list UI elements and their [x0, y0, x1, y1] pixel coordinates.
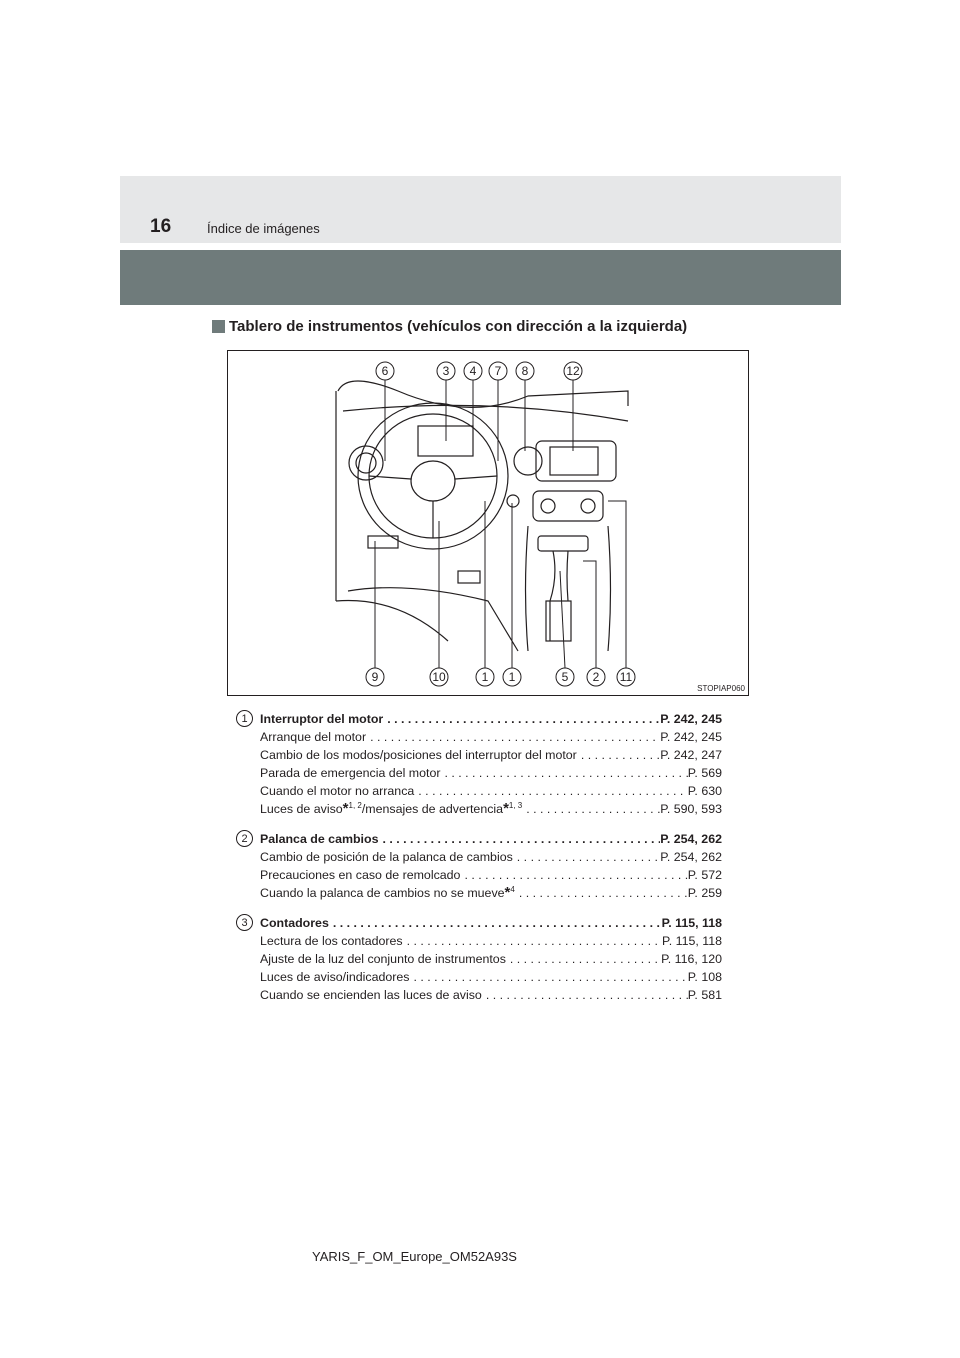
bottom-callouts: [366, 668, 635, 686]
item-text: Lectura de los contadores: [260, 934, 403, 948]
item-ref: P. 590, 593: [660, 802, 722, 816]
bottom-callout-label-2: 1: [481, 670, 489, 684]
entry-item[interactable]: [260, 968, 722, 986]
asterisk-mark: *: [503, 800, 509, 817]
entry-item[interactable]: [260, 848, 722, 866]
entry-item[interactable]: [260, 950, 722, 968]
item-ref: P. 108: [687, 970, 722, 984]
dashboard-drawing: [228, 351, 748, 695]
item-ref: P. 254, 262: [660, 850, 722, 864]
entry-shift-lever: [236, 830, 722, 902]
left-vent: [349, 446, 383, 480]
footnote-ref: 1, 2: [348, 801, 362, 810]
leader-dots: [577, 746, 660, 764]
item-text: [260, 884, 515, 902]
entry-title-line[interactable]: [260, 830, 722, 848]
entry-title: Interruptor del motor: [260, 712, 384, 726]
footer-code: YARIS_F_OM_Europe_OM52A93S: [312, 1249, 517, 1264]
brake-pedal: [458, 571, 480, 583]
top-callouts: [376, 362, 582, 380]
item-text: Cuando se encienden las luces de aviso: [260, 988, 482, 1002]
item-text-a: Cuando la palanca de cambios no se mueve: [260, 886, 505, 900]
header-band: [120, 250, 841, 305]
item-ref: P. 630: [687, 784, 722, 798]
bottom-callout-label-4: 5: [561, 670, 569, 684]
item-text: Arranque del motor: [260, 730, 367, 744]
entry-ref: P. 115, 118: [661, 916, 722, 930]
entry-item[interactable]: [260, 800, 722, 818]
entry-item[interactable]: [260, 986, 722, 1004]
item-text: Precauciones en caso de remolcado: [260, 868, 461, 882]
bottom-callout-label-5: 2: [592, 670, 600, 684]
item-text: [260, 800, 522, 818]
chapter-title: Índice de imágenes: [207, 221, 320, 236]
steering-spokes: [369, 476, 497, 538]
dashboard-illustration: [227, 350, 749, 696]
footnote-ref: 4: [510, 885, 515, 894]
steering-hub: [411, 461, 455, 501]
bottom-callout-label-1: 10: [432, 670, 446, 684]
entry-item[interactable]: [260, 932, 722, 950]
item-text: Cambio de los modos/posiciones del interruptor del motor: [260, 748, 577, 762]
leader-dots: [403, 932, 662, 950]
asterisk-mark: *: [504, 884, 511, 901]
figure-code: STOPIAP060: [697, 684, 745, 693]
item-text: Parada de emergencia del motor: [260, 766, 441, 780]
leader-dots: [414, 782, 687, 800]
center-vent: [514, 447, 542, 475]
top-callout-label-0: 6: [381, 364, 389, 378]
item-text-a: Luces de aviso: [260, 802, 343, 816]
console-buttons: [538, 536, 588, 551]
entry-item[interactable]: [260, 782, 722, 800]
item-ref: P. 581: [687, 988, 722, 1002]
callout-line-5: [560, 571, 565, 668]
engine-switch: [507, 495, 519, 507]
entry-item[interactable]: [260, 866, 722, 884]
entry-title-line[interactable]: [260, 710, 722, 728]
section-heading: [212, 318, 687, 335]
climate-knob-left: [541, 499, 555, 513]
bottom-callout-label-3: 1: [508, 670, 516, 684]
entries-list: [236, 710, 722, 1016]
item-text: Cambio de posición de la palanca de cambios: [260, 850, 513, 864]
entry-item[interactable]: [260, 728, 722, 746]
item-ref: P. 242, 245: [660, 730, 722, 744]
item-text: Luces de aviso/indicadores: [260, 970, 410, 984]
entry-item[interactable]: [260, 884, 722, 902]
dash-top-line: [338, 381, 628, 407]
leader-dots: [522, 800, 660, 818]
item-ref: P. 116, 120: [661, 952, 722, 966]
leader-dots: [482, 986, 688, 1004]
top-callout-label-4: 8: [521, 364, 529, 378]
entry-title: Palanca de cambios: [260, 832, 379, 846]
section-heading-text: Tablero de instrumentos (vehículos con dirección a la izquierda): [229, 318, 688, 335]
item-ref: P. 259: [687, 886, 722, 900]
entry-ref: P. 242, 245: [660, 712, 722, 726]
item-ref: P. 242, 247: [660, 748, 722, 762]
entry-ref: P. 254, 262: [660, 832, 722, 846]
leader-dots: [378, 830, 660, 848]
leader-dots: [515, 884, 688, 902]
entry-item[interactable]: [260, 764, 722, 782]
leader-dots: [366, 728, 660, 746]
item-text: Ajuste de la luz del conjunto de instrumentos: [260, 952, 506, 966]
top-callout-label-1: 3: [442, 364, 450, 378]
leader-dots: [460, 866, 687, 884]
entry-number: 1: [236, 710, 253, 727]
leader-dots: [409, 968, 687, 986]
entry-engine-switch: [236, 710, 722, 818]
top-callout-label-3: 7: [494, 364, 502, 378]
bottom-callout-label-0: 9: [371, 670, 379, 684]
entry-item[interactable]: [260, 746, 722, 764]
climate-knob-right: [581, 499, 595, 513]
floor-line: [348, 588, 518, 651]
item-ref: P. 115, 118: [662, 934, 722, 948]
square-bullet-icon: [212, 320, 225, 333]
item-text-b: /mensajes de advertencia: [361, 802, 504, 816]
leader-dots: [383, 710, 660, 728]
item-text: Cuando el motor no arranca: [260, 784, 415, 798]
leader-dots: [513, 848, 660, 866]
multimedia-display: [550, 447, 598, 475]
leader-dots: [506, 950, 661, 968]
entry-meters: [236, 914, 722, 1004]
leader-dots: [329, 914, 662, 932]
climate-controls: [533, 491, 603, 521]
asterisk-mark: *: [342, 800, 349, 817]
shift-lever: [550, 551, 568, 641]
top-callout-label-2: 4: [469, 364, 477, 378]
item-ref: P. 569: [687, 766, 722, 780]
entry-number: 2: [236, 830, 253, 847]
page-number: 16: [150, 216, 172, 237]
footnote-ref: 1, 3: [508, 801, 523, 810]
top-callout-label-5: 12: [566, 364, 580, 378]
callout-line-2: [583, 561, 596, 668]
seat-line: [336, 601, 448, 642]
entry-title-line[interactable]: [260, 914, 722, 932]
leader-dots: [440, 764, 687, 782]
bottom-callout-label-6: 11: [619, 670, 633, 684]
item-ref: P. 572: [687, 868, 722, 882]
entry-number: 3: [236, 914, 253, 931]
entry-title: Contadores: [260, 916, 329, 930]
